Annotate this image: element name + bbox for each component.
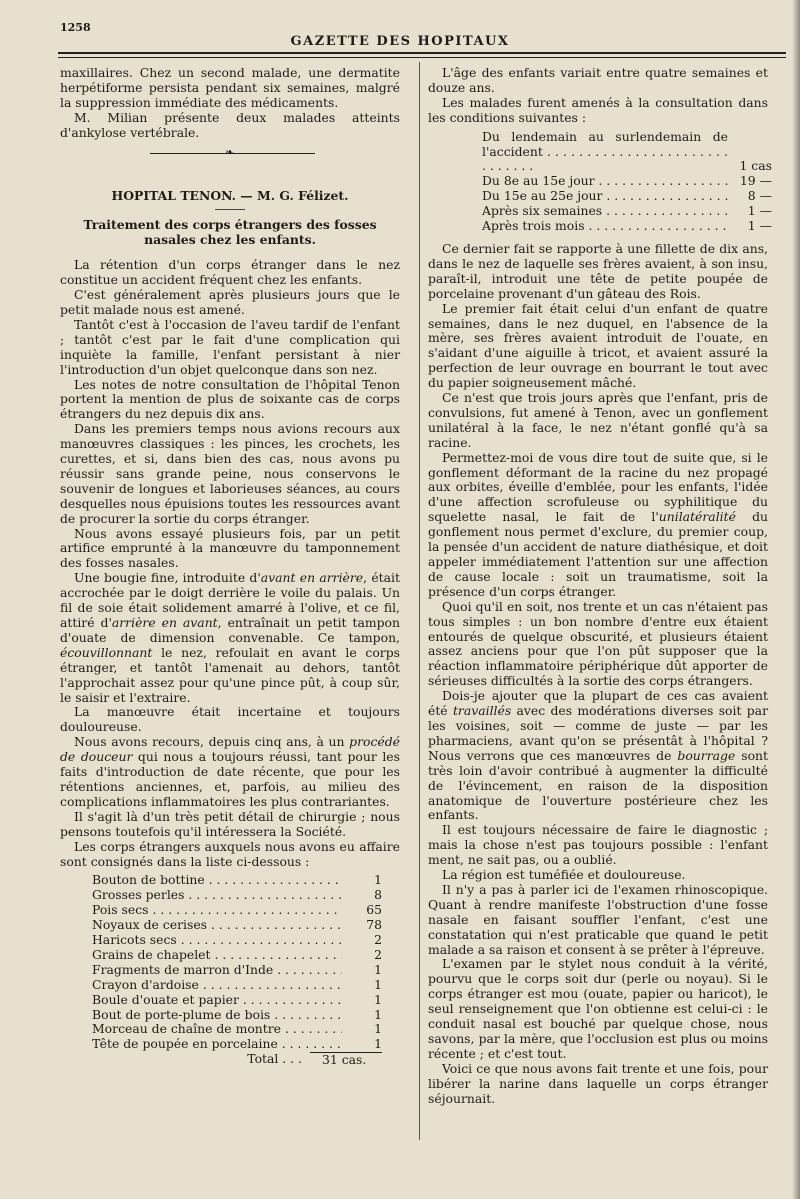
paragraph — [428, 689, 768, 823]
text-run: Dois-je ajouter que la plupart de ces cas avaient été — [428, 688, 768, 719]
table-row — [92, 978, 382, 993]
paragraph: Les malades furent amenés à la consultation dans les conditions suivantes : — [428, 94, 768, 125]
hospital-heading: HOPITAL TENON. — M. G. Félizet. — [111, 187, 349, 203]
table-total-row — [92, 1052, 382, 1068]
text-run: , était accrochée par le doigt derrière le voile du palais. Un fil de soie était solidement amarré à l'olive, et ce fil, attiré d' — [60, 570, 400, 630]
table-value: 1 — [342, 1008, 382, 1023]
paragraph: Tantôt c'est à l'occasion de l'aveu tardif de l'enfant ; tantôt c'est par le fait d'une complication qui inquiète la famille, l'enfant persistant à nier l'introduction d'un objet quelconque dans son nez. — [60, 316, 400, 377]
paragraph: Il s'agit là d'un très petit détail de chirurgie ; nous pensons toutefois qu'il intéressera la Société. — [60, 808, 400, 839]
paragraph: La rétention d'un corps étranger dans le nez constitue un accident fréquent chez les enfants. — [60, 257, 400, 288]
table-value: 78 — [342, 918, 382, 933]
table-label: Du 15e au 25e jour . . . — [482, 189, 728, 204]
section-ornament — [60, 141, 400, 167]
short-rule — [215, 209, 245, 210]
italic-run: travaillés — [452, 703, 512, 719]
paragraph — [60, 735, 400, 810]
paragraph: La manœuvre était incertaine et toujours douloureuse. — [60, 704, 400, 735]
text-run: , entraînait un petit tampon d'ouate de dimension convenable. Ce tampon, — [60, 615, 400, 645]
paragraph: Voici ce que nous avons fait trente et une fois, pour libérer la narine dans laquelle un corps étranger séjournait. — [428, 1060, 768, 1106]
table-value: 8 — — [728, 189, 772, 204]
table-label: Morceau de chaîne de montre . . . — [92, 1022, 342, 1037]
right-column — [428, 65, 772, 1107]
table-row — [92, 1037, 382, 1052]
total-value: 31 cas. — [310, 1052, 382, 1068]
table-value: 1 — [342, 873, 382, 888]
table-value: 1 — [342, 993, 382, 1008]
table-row — [482, 174, 772, 189]
table-row — [92, 993, 382, 1008]
paragraph: Ce n'est que trois jours après que l'enfant, pris de convulsions, fut amené à Tenon, avec un gonflement unilatéral à la face, le nez n'étant gonflé qu'à sa racine. — [428, 390, 768, 450]
total-label: Total . . . — [247, 1051, 302, 1067]
table-row — [92, 1022, 382, 1037]
table-value: 65 — [342, 903, 382, 918]
page-number: 1258 — [60, 21, 91, 34]
table-label: Boule d'ouate et papier . . . — [92, 993, 342, 1008]
table-label: Bouton de bottine . . . — [92, 873, 342, 888]
paragraph: C'est généralement après plusieurs jours que le petit malade nous est amené. — [60, 287, 400, 317]
table-value: 2 — [342, 933, 382, 948]
italic-run: avant en arrière — [260, 570, 364, 586]
paragraph — [60, 571, 400, 705]
italic-run: arrière en avant — [111, 615, 218, 630]
table-label: Grains de chapelet . . . — [92, 948, 342, 963]
paragraph: L'âge des enfants variait entre quatre semaines et douze ans. — [428, 65, 768, 95]
text-run: Permettez-moi de vous dire tout de suite que, si le gonflement déformant de la racine du nez propagé aux orbites, éveille d'emblée, pour les enfants, l'idée d'une affection scrofuleuse ou syphilitique du squelette nasal, le fait de l' — [428, 449, 768, 525]
table-label: Bout de porte-plume de bois . . . — [92, 1008, 342, 1023]
table-row — [92, 903, 382, 918]
italic-run: unilatéralité — [658, 509, 736, 525]
left-column — [60, 66, 400, 1072]
paragraph: Dans les premiers temps nous avions recours aux manœuvres classiques : les pinces, les crochets, les curettes, et si, dans bien des cas, nous avons pu réussir sans grande peine, nous conservons le souvenir de longues et laborieuses séances, au cours desquelles nous épuisions toutes les ressources avant de procurer la sortie du corps étranger. — [60, 421, 400, 526]
table-value: 2 — [342, 948, 382, 963]
table-row — [92, 918, 382, 933]
table-label: Tête de poupée en porcelaine . . . — [92, 1037, 342, 1052]
table-label: Après six semaines . . . — [482, 204, 728, 219]
italic-run: procédé de douceur — [60, 734, 400, 765]
paragraph: Le premier fait était celui d'un enfant de quatre semaines, dans le nez duquel, en l'absence de la mère, ses frères avaient introduit de l'ouate, en s'aidant d'une aiguille à tricot, et avaient assuré la perfection de leur ouvrage en bourrant le tout avec du papier soigneusement mâché. — [428, 300, 768, 391]
paragraph: L'examen par le stylet nous conduit à la vérité, pourvu que le corps soit dur (perle ou noyau). Si le corps étranger est mou (ouate, papier ou haricot), le seul renseignement que l'on obtienne est celui-ci : le conduit nasal est bouché par quelque chose, nous savons, par la mère, que l'occlusion est plus ou moins récente ; et c'est tout. — [428, 956, 768, 1061]
italic-run: écouvillonnant — [60, 644, 153, 660]
table-value: 1 — [342, 1022, 382, 1037]
paragraph: Il est toujours nécessaire de faire le diagnostic ; mais la chose n'est pas toujours possible : l'enfant ment, ne sait pas, ou a oublié. — [428, 822, 768, 868]
paragraph: Nous avons essayé plusieurs fois, par un petit artifice emprunté à la manœuvre du tamponnement des fosses nasales. — [60, 525, 400, 571]
table-label: Crayon d'ardoise . . . — [92, 978, 342, 993]
text-run: le nez, refoulait en avant le corps étranger, et tantôt l'amenait au dehors, tantôt l'approchait assez pour qu'une pince pût, à coup sûr, le saisir et l'extraire. — [60, 644, 400, 705]
table-value: 19 — — [728, 174, 772, 189]
paragraph: La région est tuméfiée et douloureuse. — [442, 867, 686, 883]
paragraph: maxillaires. Chez un second malade, une dermatite herpétiforme persista pendant six semaines, malgré la suppression immédiate des médicaments. — [60, 65, 400, 110]
table-value: 8 — [342, 888, 382, 903]
table-row — [482, 189, 772, 204]
table-value: 1 cas — [728, 159, 772, 174]
fleuron-icon: ❧ — [225, 145, 235, 159]
paragraph: Les corps étrangers auxquels nous avons eu affaire sont consignés dans la liste ci-dessous : — [60, 838, 400, 869]
paragraph — [428, 451, 768, 600]
table-row — [482, 219, 772, 234]
header-rule-thin — [58, 57, 786, 58]
table-label: Fragments de marron d'Inde . . . — [92, 963, 342, 978]
table-row — [92, 873, 382, 888]
paragraph: M. Milian présente deux malades atteints d'ankylose vertébrale. — [60, 109, 400, 140]
italic-run: bourrage — [677, 747, 736, 763]
column-divider — [419, 62, 420, 1140]
table-value: 1 — — [728, 219, 772, 234]
table-value: 1 — [342, 963, 382, 978]
section-title: Traitement des corps étrangers des fosses nasales chez les enfants. — [83, 217, 377, 248]
table-row — [92, 948, 382, 963]
foreign-bodies-table — [92, 873, 382, 1068]
table-row — [92, 933, 382, 948]
table-value: 1 — — [728, 204, 772, 219]
table-label: Noyaux de cerises . . . — [92, 918, 342, 933]
table-row — [482, 130, 772, 175]
header-rule — [58, 52, 786, 54]
table-value: 1 — [342, 1037, 382, 1052]
table-row — [92, 1008, 382, 1023]
text-run: sont très loin d'avoir contribué à augmenter la difficulté de l'évincement, en raison de la disposition anatomique de l'ouverture postérieure chez les enfants. — [428, 747, 769, 823]
table-row — [92, 963, 382, 978]
table-label: Après trois mois . . . — [482, 219, 728, 234]
table-label: Du lendemain au surlendemain de l'accident . . . — [482, 130, 728, 175]
journal-title: GAZETTE DES HOPITAUX — [290, 34, 510, 49]
paragraph: Quoi qu'il en soit, nos trente et un cas n'étaient pas tous simples : un bon nombre d'entre eux étaient entourés de quelque obscurité, et plusieurs étaient assez anciens pour que l'on pût supposer que la réaction inflammatoire périphérique dût apporter de sérieuses difficultés à la sortie des corps étrangers. — [428, 598, 768, 689]
table-label: Pois secs . . . — [92, 903, 342, 918]
text-run: Une bougie fine, introduite d' — [74, 570, 261, 586]
text-run: avec des modérations diverses soit par les voisines, soit — comme de juste — par les pharmaciens, avant qu'on se présentât à l'hôpital ? Nous verrons que ces manœuvres de — [428, 703, 768, 763]
text-run: Nous avons recours, depuis cinq ans, à un — [74, 734, 350, 750]
paragraph: Ce dernier fait se rapporte à une fillette de dix ans, dans le nez de laquelle ses frères avaient, à son insu, paraît-il, introduit une tête de petite poupée de porcelaine provenant d'un gâteau des Rois. — [428, 240, 768, 301]
table-label: Haricots secs . . . — [92, 933, 342, 948]
table-value: 1 — [342, 978, 382, 993]
delay-table — [482, 130, 772, 234]
text-run: du gonflement nous permet d'exclure, du premier coup, la pensée d'un accident de nature diathésique, et doit appeler immédiatement l'attention sur une affection de cause locale : soit un traumatisme, soit la présence d'un corps étranger. — [428, 509, 768, 599]
paragraph: Il n'y a pas à parler ici de l'examen rhinoscopique. Quant à rendre manifeste l'obstruction d'une fosse nasale en faisant souffler l'enfant, c'est une constatation qui n'est praticable que quand le petit malade a sa raison et consent à se prêter à l'épreuve. — [428, 881, 768, 957]
table-row — [92, 888, 382, 903]
paragraph: Les notes de notre consultation de l'hôpital Tenon portent la mention de plus de soixante cas de corps étrangers du nez depuis dix ans. — [60, 376, 400, 422]
table-row — [482, 204, 772, 219]
table-label: Du 8e au 15e jour . . . — [482, 174, 728, 189]
text-run: qui nous a toujours réussi, tant pour les faits d'introduction de date récente, que pour les rétentions anciennes, et, parfois, au milieu des complications inflammatoires les plus contrariantes. — [60, 749, 400, 809]
table-label: Grosses perles . . . — [92, 888, 342, 903]
